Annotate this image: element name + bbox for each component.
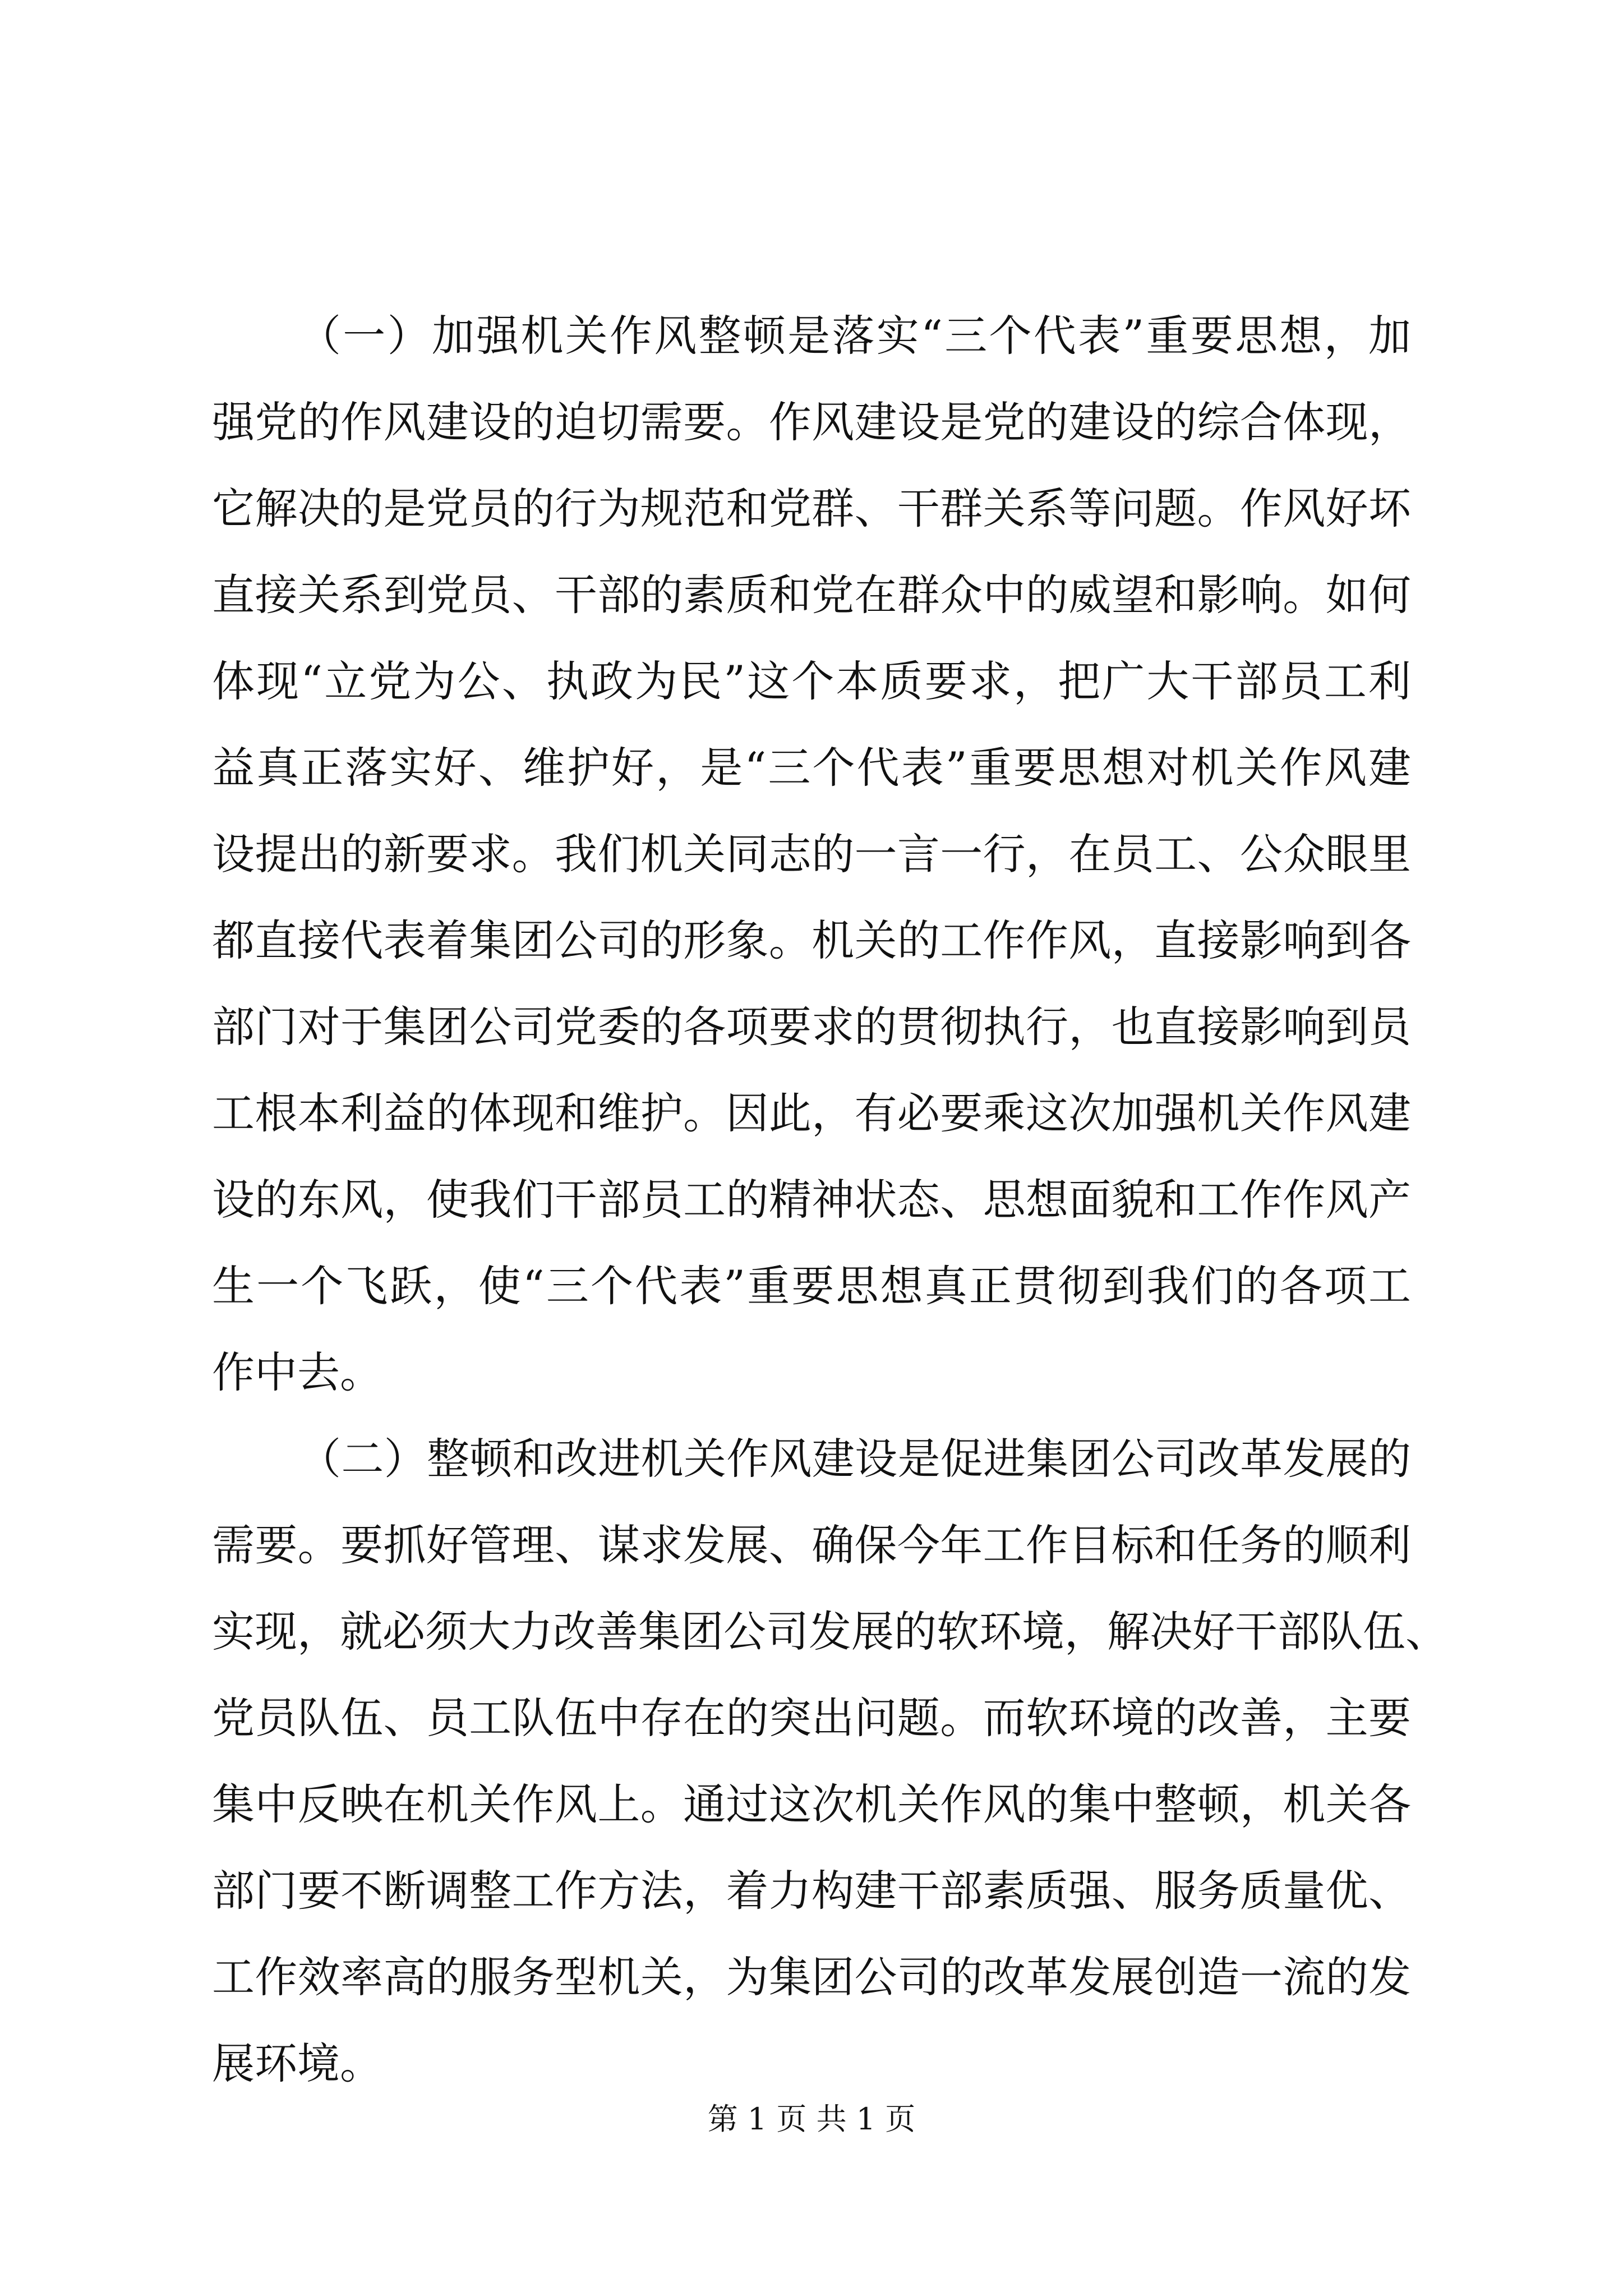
paragraph-2 <box>212 1416 1448 2107</box>
paragraph-line: 党员队伍、员工队伍中存在的突出问题。而软环境的改善，主要 <box>212 1693 1411 1743</box>
paragraph-line: 展环境。 <box>212 2039 382 2088</box>
paragraph-line: 生一个飞跃，使“三个代表”重要思想真正贯彻到我们的各项工 <box>212 1261 1411 1311</box>
paragraph-line: 体现“立党为公、执政为民”这个本质要求，把广大干部员工利 <box>212 656 1411 706</box>
paragraph-line: 需要。要抓好管理、谋求发展、确保今年工作目标和任务的顺利 <box>212 1520 1411 1570</box>
paragraph-line: 直接关系到党员、干部的素质和党在群众中的威望和影响。如何 <box>212 570 1411 620</box>
paragraph-line: 集中反映在机关作风上。通过这次机关作风的集中整顿，机关各 <box>212 1779 1411 1829</box>
paragraph-line: 都直接代表着集团公司的形象。机关的工作作风，直接影响到各 <box>212 915 1411 965</box>
paragraph-line: 设的东风，使我们干部员工的精神状态、思想面貌和工作作风产 <box>212 1175 1411 1225</box>
paragraph-line: 部门对于集团公司党委的各项要求的贯彻执行，也直接影响到员 <box>212 1002 1411 1052</box>
paragraph-line: 它解决的是党员的行为规范和党群、干群关系等问题。作风好坏 <box>212 484 1411 533</box>
paragraph-1 <box>212 293 1411 1416</box>
page-footer: 第 1 页 共 1 页 <box>707 2101 916 2137</box>
paragraph-line: 工作效率高的服务型机关，为集团公司的改革发展创造一流的发 <box>212 1952 1411 2002</box>
paragraph-line: （一）加强机关作风整顿是落实“三个代表”重要思想，加 <box>298 311 1411 361</box>
paragraph-line: 强党的作风建设的迫切需要。作风建设是党的建设的综合体现， <box>212 397 1411 447</box>
paragraph-line: 工根本利益的体现和维护。因此，有必要乘这次加强机关作风建 <box>212 1088 1411 1138</box>
paragraph-line: 设提出的新要求。我们机关同志的一言一行，在员工、公众眼里 <box>212 829 1411 879</box>
document-body <box>212 293 1448 2107</box>
paragraph-line: 作中去。 <box>212 1347 382 1397</box>
paragraph-line: （二）整顿和改进机关作风建设是促进集团公司改革发展的 <box>298 1434 1411 1484</box>
paragraph-line: 实现，就必须大力改善集团公司发展的软环境，解决好干部队伍、 <box>212 1607 1448 1657</box>
paragraph-line: 益真正落实好、维护好，是“三个代表”重要思想对机关作风建 <box>212 743 1411 793</box>
paragraph-line: 部门要不断调整工作方法，着力构建干部素质强、服务质量优、 <box>212 1866 1411 1916</box>
